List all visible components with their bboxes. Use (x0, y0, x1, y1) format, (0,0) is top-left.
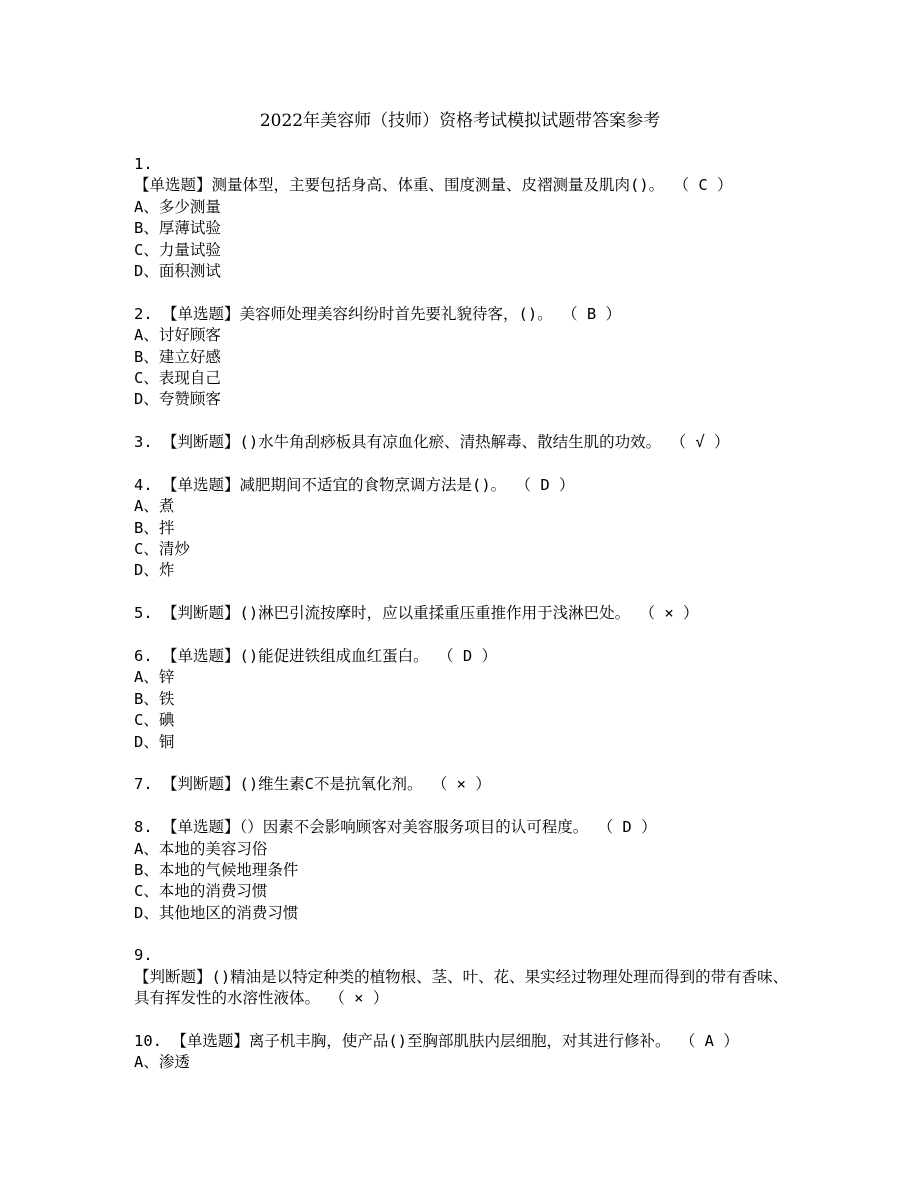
question-stem: 6. 【单选题】()能促进铁组成血红蛋白。 （ D ） (134, 646, 497, 665)
option-a: A、锌 (134, 668, 175, 687)
question-list (134, 154, 794, 1095)
question-9 (134, 945, 794, 1009)
option-c: C、碘 (134, 711, 175, 730)
document-title: 2022年美容师（技师）资格考试模拟试题带答案参考 (259, 111, 661, 131)
question-2 (134, 304, 794, 411)
option-d: D、铜 (134, 732, 175, 751)
question-10 (134, 1031, 794, 1074)
option-b: B、本地的气候地理条件 (134, 860, 299, 879)
question-4 (134, 475, 794, 582)
question-stem: 【单选题】测量体型，主要包括身高、体重、围度测量、皮褶测量及肌肉()。 （ C ） (134, 176, 733, 195)
option-b: B、铁 (134, 689, 175, 708)
option-d: D、夸赞顾客 (134, 390, 221, 409)
question-5 (134, 603, 794, 624)
option-a: A、煮 (134, 497, 175, 516)
option-c: C、本地的消费习惯 (134, 882, 268, 901)
question-stem: 2. 【单选题】美容师处理美容纠纷时首先要礼貌待客，()。 （ B ） (134, 304, 621, 323)
question-stem: 5. 【判断题】()淋巴引流按摩时，应以重揉重压重推作用于浅淋巴处。 （ × ） (134, 604, 699, 623)
question-number: 1. (134, 155, 153, 173)
option-c: C、清炒 (134, 540, 190, 559)
option-a: A、多少测量 (134, 197, 221, 216)
question-1 (134, 154, 794, 282)
question-stem: 10. 【单选题】离子机丰胸，使产品()至胸部肌肤内层细胞，对其进行修补。 （ A ） (134, 1032, 739, 1051)
question-stem: 4. 【单选题】减肥期间不适宜的食物烹调方法是()。 （ D ） (134, 475, 575, 494)
question-stem: 【判断题】()精油是以特定种类的植物根、茎、叶、花、果实经过物理处理而得到的带有香味、具有挥发性的水溶性液体。 （ × ） (134, 967, 789, 1008)
option-d: D、炸 (134, 561, 175, 580)
option-a: A、本地的美容习俗 (134, 839, 268, 858)
option-b: B、建立好感 (134, 347, 221, 366)
question-stem: 3. 【判断题】()水牛角刮痧板具有凉血化瘀、清热解毒、散结生肌的功效。 （ √ ） (134, 433, 730, 452)
option-c: C、力量试验 (134, 240, 221, 259)
option-b: B、拌 (134, 518, 175, 537)
question-8 (134, 817, 794, 924)
question-6 (134, 646, 794, 753)
option-b: B、厚薄试验 (134, 219, 221, 238)
question-3 (134, 432, 794, 453)
question-number: 9. (134, 946, 153, 965)
question-stem: 7. 【判断题】()维生素C不是抗氧化剂。 （ × ） (134, 775, 491, 794)
option-c: C、表现自己 (134, 368, 221, 387)
question-7 (134, 774, 794, 795)
option-a: A、渗透 (134, 1053, 190, 1072)
option-d: D、其他地区的消费习惯 (134, 903, 299, 922)
option-d: D、面积测试 (134, 261, 221, 280)
option-a: A、讨好顾客 (134, 326, 221, 345)
question-stem: 8. 【单选题】（）因素不会影响顾客对美容服务项目的认可程度。 （ D ） (134, 818, 657, 837)
